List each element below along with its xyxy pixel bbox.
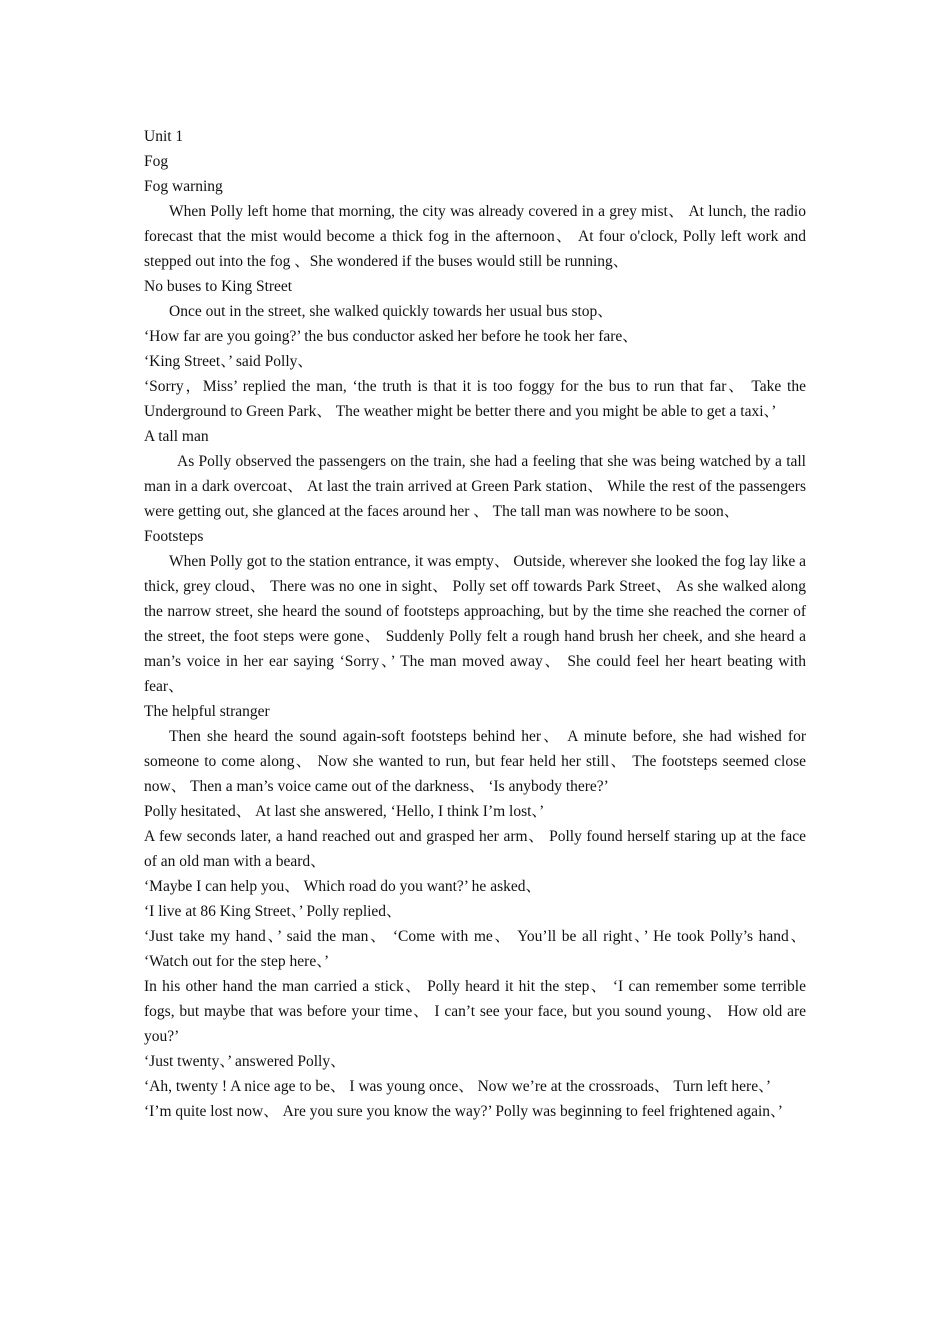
paragraph-no-buses-1: Once out in the street, she walked quickly towards her usual bus stop、 — [169, 303, 613, 320]
paragraph-stranger-9: ‘Ah, twenty ! A nice age to be、 I was young once、 Now we’re at the crossroads、 Turn left here、’ — [144, 1078, 772, 1095]
paragraph-tall-man: As Polly observed the passengers on the train, she had a feeling that she was being watched by a tall man in a dark overcoat、 At last the train arrived at Green Park station、 While the rest of the passengers were getting out, she glanced at the faces around her 、 The tall man was nowhere to be soon、 — [144, 453, 806, 520]
section-heading-fog-warning: Fog warning — [144, 178, 223, 195]
paragraph-no-buses-3: ‘King Street、’ said Polly、 — [144, 353, 313, 370]
paragraph-no-buses-4: ‘Sorry，Miss’ replied the man, ‘the truth is that it is too foggy for the bus to run that far、 Take the Underground to Green Park、 The weather might be better there and you might be able to get a taxi、’ — [144, 378, 806, 420]
paragraph-stranger-4: ‘Maybe I can help you、 Which road do you want?’ he asked、 — [144, 878, 541, 895]
paragraph-stranger-5: ‘I live at 86 King Street、’ Polly replied、 — [144, 903, 402, 920]
paragraph-stranger-7: In his other hand the man carried a stick、 Polly heard it hit the step、 ‘I can remember some terrible fogs, but maybe that was before your time、 I can’t see your face, but you sound young、 How old are you?’ — [144, 978, 806, 1045]
paragraph-no-buses-2: ‘How far are you going?’ the bus conductor asked her before he took her fare、 — [144, 328, 638, 345]
section-heading-no-buses: No buses to King Street — [144, 278, 293, 295]
paragraph-stranger-2: Polly hesitated、 At last she answered, ‘Hello, I think I’m lost、’ — [144, 803, 545, 820]
section-heading-helpful-stranger: The helpful stranger — [144, 703, 270, 720]
unit-label: Unit 1 — [144, 128, 184, 145]
section-heading-footsteps: Footsteps — [144, 528, 204, 545]
paragraph-stranger-6: ‘Just take my hand、’ said the man、 ‘Come with me、 You’ll be all right、’ He took Polly’s hand、 ‘Watch out for the step here、’ — [144, 928, 806, 970]
document-page — [144, 124, 806, 1124]
paragraph-stranger-3: A few seconds later, a hand reached out and grasped her arm、 Polly found herself staring up at the face of an old man with a beard、 — [144, 828, 806, 870]
paragraph-footsteps: When Polly got to the station entrance, it was empty、 Outside, wherever she looked the fog lay like a thick, grey cloud、 There was no one in sight、 Polly set off towards Park Street、 As she walked along the narrow street, she heard the sound of footsteps approaching, but by the time she reached the corner of the street, the foot steps were gone、 Suddenly Polly felt a rough hand brush her cheek, and she heard a man’s voice in her ear saying ‘Sorry、’ The man moved away、 She could feel her heart beating with fear、 — [144, 553, 806, 695]
section-heading-tall-man: A tall man — [144, 428, 209, 445]
paragraph-stranger-10: ‘I’m quite lost now、 Are you sure you know the way?’ Polly was beginning to feel frightened again、’ — [144, 1103, 783, 1120]
paragraph-fog-warning: When Polly left home that morning, the city was already covered in a grey mist、 At lunch, the radio forecast that the mist would become a thick fog in the afternoon、 At four o'clock, Polly left work and stepped out into the fog 、She wondered if the buses would still be running、 — [144, 203, 806, 270]
paragraph-stranger-8: ‘Just twenty、’ answered Polly、 — [144, 1053, 346, 1070]
document-title: Fog — [144, 153, 169, 170]
paragraph-stranger-1: Then she heard the sound again-soft footsteps behind her、 A minute before, she had wished for someone to come along、 Now she wanted to run, but fear held her still、 The footsteps seemed close now、 Then a man’s voice came out of the darkness、 ‘Is anybody there?’ — [144, 728, 806, 795]
